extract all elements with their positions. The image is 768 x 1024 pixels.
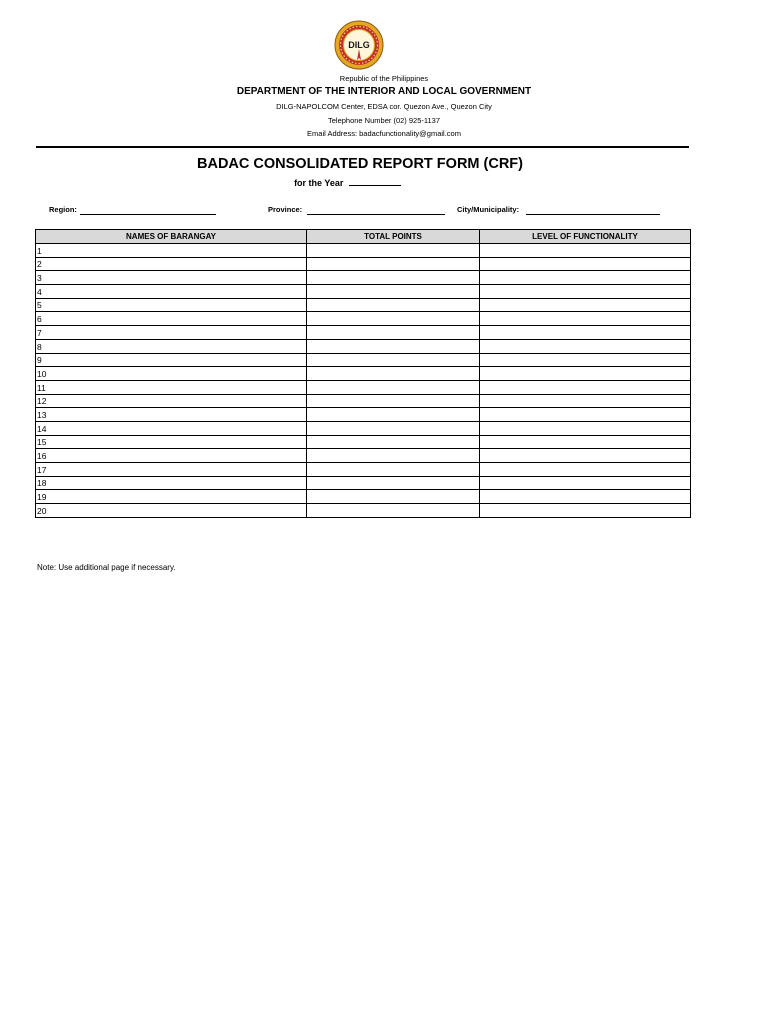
table-row [36,504,691,518]
level-of-functionality-cell[interactable] [480,367,691,381]
header-divider [36,146,689,148]
column-header-total-points: TOTAL POINTS [307,230,480,244]
barangay-name-cell[interactable]: 5 [36,298,307,312]
total-points-cell[interactable] [307,298,480,312]
total-points-cell[interactable] [307,435,480,449]
total-points-cell[interactable] [307,257,480,271]
table-row [36,367,691,381]
level-of-functionality-cell[interactable] [480,408,691,422]
level-of-functionality-cell[interactable] [480,490,691,504]
level-of-functionality-cell[interactable] [480,339,691,353]
province-label: Province: [268,205,303,214]
level-of-functionality-cell[interactable] [480,463,691,477]
total-points-cell[interactable] [307,339,480,353]
region-field[interactable] [80,214,216,215]
barangay-name-cell[interactable]: 8 [36,339,307,353]
total-points-cell[interactable] [307,244,480,258]
column-header-names: NAMES OF BARANGAY [36,230,307,244]
republic-text: Republic of the Philippines [339,74,429,83]
table-row [36,394,691,408]
total-points-cell[interactable] [307,490,480,504]
year-field[interactable] [349,177,401,186]
barangay-name-cell[interactable]: 7 [36,326,307,340]
total-points-cell[interactable] [307,326,480,340]
level-of-functionality-cell[interactable] [480,353,691,367]
table-row [36,326,691,340]
level-of-functionality-cell[interactable] [480,257,691,271]
table-row [36,476,691,490]
address-text: DILG-NAPOLCOM Center, EDSA cor. Quezon Ave., Quezon City [276,102,492,111]
barangay-name-cell[interactable]: 3 [36,271,307,285]
total-points-cell[interactable] [307,380,480,394]
level-of-functionality-cell[interactable] [480,285,691,299]
barangay-name-cell[interactable]: 19 [36,490,307,504]
city-label: City/Municipality: [457,205,520,214]
table-row [36,435,691,449]
level-of-functionality-cell[interactable] [480,449,691,463]
level-of-functionality-cell[interactable] [480,421,691,435]
barangay-name-cell[interactable]: 18 [36,476,307,490]
total-points-cell[interactable] [307,463,480,477]
table-row [36,408,691,422]
department-name: DEPARTMENT OF THE INTERIOR AND LOCAL GOVERNMENT [236,86,532,97]
barangay-name-cell[interactable]: 13 [36,408,307,422]
table-row [36,312,691,326]
level-of-functionality-cell[interactable] [480,326,691,340]
barangay-name-cell[interactable]: 2 [36,257,307,271]
level-of-functionality-cell[interactable] [480,394,691,408]
total-points-cell[interactable] [307,353,480,367]
province-field[interactable] [307,214,445,215]
table-row [36,271,691,285]
form-title: BADAC CONSOLIDATED REPORT FORM (CRF) [197,156,523,172]
barangay-name-cell[interactable]: 20 [36,504,307,518]
barangay-name-cell[interactable]: 11 [36,380,307,394]
seal-text: DILG [348,40,370,50]
level-of-functionality-cell[interactable] [480,504,691,518]
table-row [36,421,691,435]
level-of-functionality-cell[interactable] [480,380,691,394]
barangay-name-cell[interactable]: 16 [36,449,307,463]
total-points-cell[interactable] [307,271,480,285]
table-row [36,257,691,271]
total-points-cell[interactable] [307,394,480,408]
level-of-functionality-cell[interactable] [480,271,691,285]
table-row [36,490,691,504]
barangay-name-cell[interactable]: 12 [36,394,307,408]
table-row [36,244,691,258]
barangay-name-cell[interactable]: 10 [36,367,307,381]
table-row [36,449,691,463]
barangay-name-cell[interactable]: 17 [36,463,307,477]
telephone-text: Telephone Number (02) 925-1137 [327,116,441,125]
barangay-name-cell[interactable]: 9 [36,353,307,367]
dilg-seal-logo [334,20,384,70]
table-row [36,285,691,299]
barangay-name-cell[interactable]: 6 [36,312,307,326]
email-text: Email Address: badacfunctionality@gmail.com [307,129,461,138]
barangay-name-cell[interactable]: 1 [36,244,307,258]
year-label: for the Year [294,178,344,188]
total-points-cell[interactable] [307,285,480,299]
total-points-cell[interactable] [307,504,480,518]
table-row [36,339,691,353]
table-row [36,463,691,477]
year-line [0,177,695,188]
table-row [36,380,691,394]
barangay-name-cell[interactable]: 15 [36,435,307,449]
barangay-name-cell[interactable]: 14 [36,421,307,435]
table-row [36,298,691,312]
barangay-table [35,229,691,518]
total-points-cell[interactable] [307,367,480,381]
total-points-cell[interactable] [307,312,480,326]
total-points-cell[interactable] [307,408,480,422]
level-of-functionality-cell[interactable] [480,435,691,449]
total-points-cell[interactable] [307,421,480,435]
barangay-name-cell[interactable]: 4 [36,285,307,299]
total-points-cell[interactable] [307,476,480,490]
table-header-row [36,230,691,244]
note-text: Note: Use additional page if necessary. [37,563,176,572]
column-header-level: LEVEL OF FUNCTIONALITY [480,230,691,244]
level-of-functionality-cell[interactable] [480,312,691,326]
city-field[interactable] [526,214,660,215]
total-points-cell[interactable] [307,449,480,463]
level-of-functionality-cell[interactable] [480,298,691,312]
level-of-functionality-cell[interactable] [480,476,691,490]
table-row [36,353,691,367]
region-label: Region: [49,205,77,214]
level-of-functionality-cell[interactable] [480,244,691,258]
